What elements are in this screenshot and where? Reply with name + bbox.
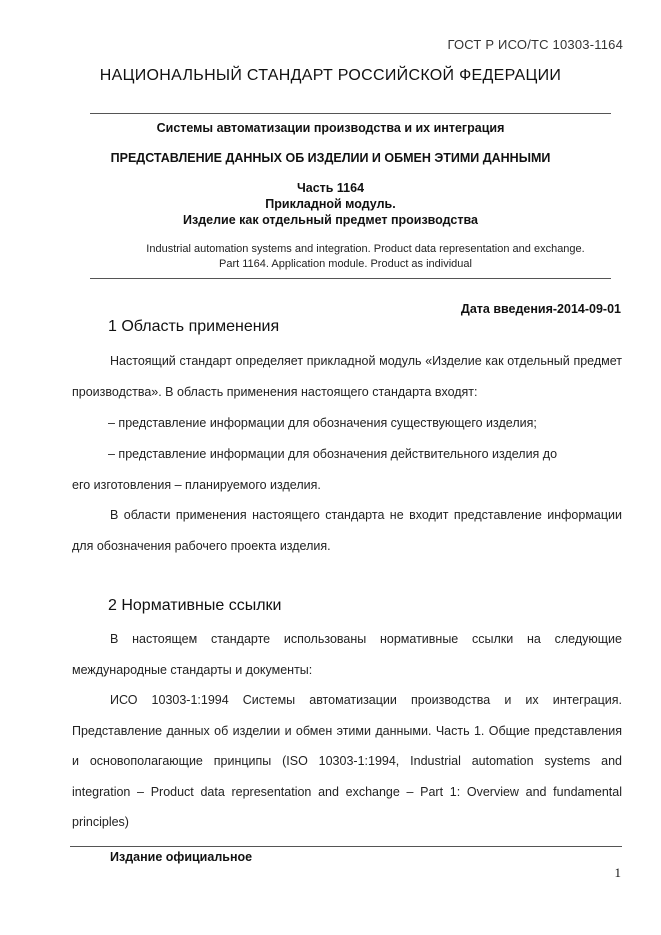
national-standard-title: НАЦИОНАЛЬНЫЙ СТАНДАРТ РОССИЙСКОЙ ФЕДЕРАЦИИ [99,67,562,84]
english-title-line1: Industrial automation systems and integration. Product data representation and exchange. [146,243,585,255]
list-item-planned-product-cont: его изготовления – планируемого изделия. [72,478,321,492]
document-code: ГОСТ Р ИСО/ТС 10303-1164 [447,37,623,52]
module-name: Изделие как отдельный предмет производства [183,213,478,227]
reference-text: ИСО 10303-1:1994 Системы автоматизации производства и их интеграция. Представление данных об изделии и обмен этими данными. Часть 1. Общие представления и основополагающие принципы (ISO 10303-1:1994, Industrial automation systems and integration – Product data representation and exchange – Part 1: Overview and fundamental principles) [72,693,622,829]
section1-heading: 1 Область применения [108,318,280,335]
english-title-line2: Part 1164. Application module. Product as individual [219,258,472,270]
bottom-divider [90,278,611,279]
edition-note: Издание официальное [110,850,253,864]
section1-paragraph2 [72,500,622,561]
section2-heading: 2 Нормативные ссылки [108,597,282,614]
section1-para2-text: В области применения настоящего стандарта не входит представление информации для обозначения рабочего проекта изделия. [72,508,622,553]
subseries-title: ПРЕДСТАВЛЕНИЕ ДАННЫХ ОБ ИЗДЕЛИИ И ОБМЕН ЭТИМИ ДАННЫМИ [110,151,551,165]
section2-para1-text: В настоящем стандарте использованы нормативные ссылки на следующие международные стандарты и документы: [72,632,622,677]
section1-para1-text: Настоящий стандарт определяет прикладной модуль «Изделие как отдельный предмет производства». В область применения настоящего стандарта входят: [72,354,622,399]
footer-divider [70,846,622,847]
part-number: Часть 1164 [296,181,365,195]
section2-reference-iso10303-1 [72,685,622,838]
top-divider [90,113,611,114]
section1-paragraph1 [72,346,622,407]
introduction-date: Дата введения-2014-09-01 [460,302,621,316]
list-item-planned-product: – представление информации для обозначения действительного изделия до [108,447,558,461]
module-label: Прикладной модуль. [265,197,396,211]
section2-paragraph1 [72,624,622,685]
series-title: Системы автоматизации производства и их интеграция [156,121,505,135]
list-item-existing-product: – представление информации для обозначения существующего изделия; [108,416,537,430]
page-number: 1 [614,865,621,880]
